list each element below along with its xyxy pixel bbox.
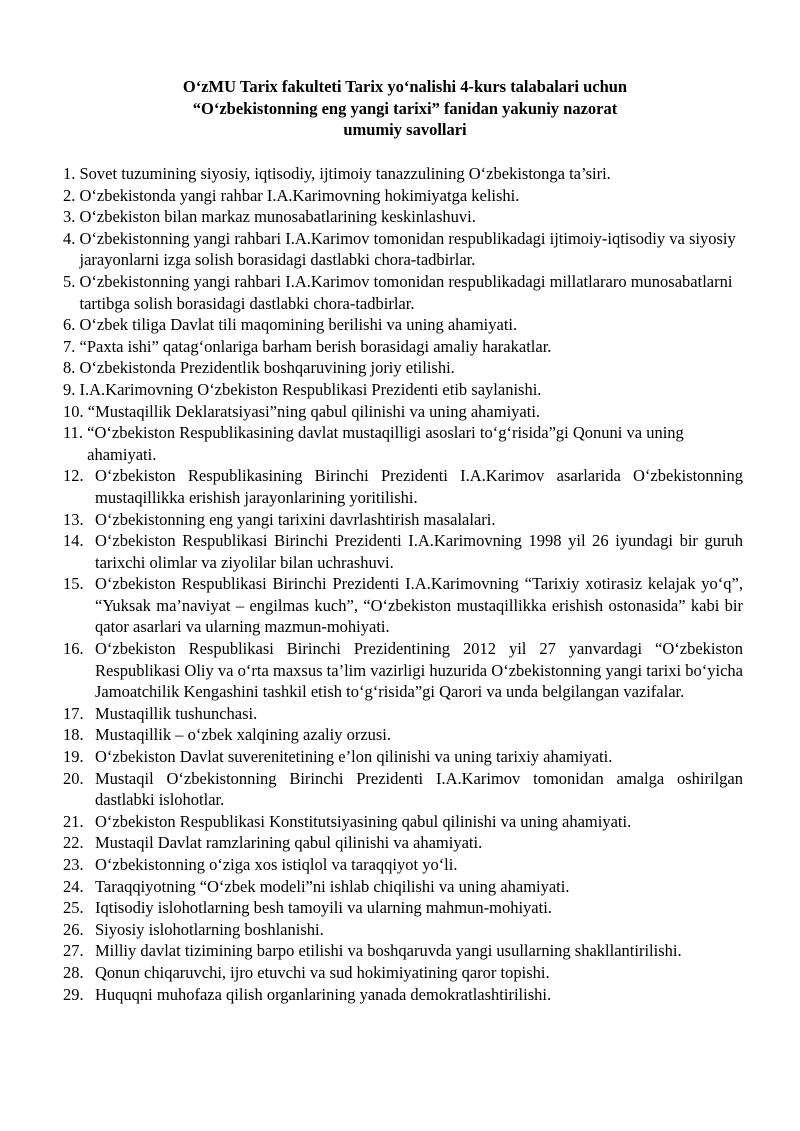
question-item (63, 984, 743, 1006)
title-line: umumiy savollari (343, 120, 467, 139)
question-number: 23. (63, 855, 88, 874)
question-number: 4. (63, 228, 80, 248)
question-number: 24. (63, 876, 88, 896)
question-number: 20. (63, 768, 88, 788)
question-item (63, 357, 743, 379)
question-item (63, 163, 743, 185)
question-item (63, 530, 743, 573)
question-item (63, 314, 743, 336)
question-number: 13. (63, 509, 88, 529)
question-number: 21. (63, 811, 88, 831)
question-number: 12. (63, 466, 88, 486)
question-text: O‘zbekistonda yangi rahbar I.A.Karimovning hokimiyatga kelishi. (79, 185, 520, 205)
question-number: 2. (63, 185, 80, 205)
question-text: O‘zbekistonning yangi rahbari I.A.Karimov tomonidan respublikadagi ijtimoiy-iqtisodiy va siyosiy jarayonlarni izga solish borasidagi dastlabki chora-tadbirlar. (79, 228, 736, 270)
question-item (63, 940, 743, 962)
question-text: O‘zbekiston Respublikasi Birinchi Prezidentining 2012 yil 27 yanvardagi “O‘zbekiston Respublikasi Oliy va o‘rta maxsus ta’lim vazirligi huzurida O‘zbekistonning yangi tarixi bo‘yicha Jamoatchilik Kengashini tashkil etish to‘g‘risida”gi Qarori va unda belgilangan vazifalar. (95, 639, 743, 702)
question-text: “Mustaqillik Deklaratsiyasi”ning qabul qilinishi va uning ahamiyati. (87, 401, 541, 421)
question-item (63, 185, 743, 207)
question-text: Mustaqillik – o‘zbek xalqining azaliy orzusi. (95, 725, 392, 745)
question-number: 1. (63, 164, 80, 183)
question-item (63, 573, 743, 638)
question-number: 16. (63, 639, 88, 659)
question-number: 19. (63, 747, 88, 767)
question-number: 26. (63, 919, 88, 939)
question-item (63, 724, 743, 746)
question-text: O‘zbekistonning eng yangi tarixini davrlashtirish masalalari. (95, 509, 496, 529)
question-text: Siyosiy islohotlarning boshlanishi. (95, 919, 324, 939)
question-number: 6. (63, 315, 80, 335)
question-number: 5. (63, 271, 80, 291)
question-text: O‘zbekiston Respublikasi Birinchi Prezidenti I.A.Karimovning “Tarixiy xotirasiz kelajak yo‘q”, “Yuksak ma’naviyat – engilmas kuch”, “O‘zbekiston mustaqillikka erishish ostonasida” kabi bir qator asarlari va ularning mazmun-mohiyati. (95, 574, 743, 637)
question-text: O‘zbekiston Respublikasi Konstitutsiyasining qabul qilinishi va uning ahamiyati. (95, 811, 632, 831)
question-item (63, 876, 743, 898)
question-item (63, 768, 743, 811)
question-item (63, 509, 743, 531)
question-text: Mustaqillik tushunchasi. (95, 703, 258, 723)
question-text: Mustaqil Davlat ramzlarining qabul qilinishi va ahamiyati. (95, 833, 483, 853)
question-item (63, 897, 743, 919)
question-number: 18. (63, 725, 88, 745)
question-item (63, 919, 743, 941)
question-text: O‘zbekiston Davlat suverenitetining e’lon qilinishi va uning tarixiy ahamiyati. (95, 747, 613, 767)
question-number: 29. (63, 984, 88, 1004)
question-item (63, 465, 743, 508)
question-number: 3. (63, 207, 80, 227)
question-item (63, 271, 743, 314)
title-line: “O‘zbekistonning eng yangi tarixi” fanidan yakuniy nazorat (192, 98, 618, 118)
question-text: I.A.Karimovning O‘zbekiston Respublikasi Prezidenti etib saylanishi. (79, 379, 542, 399)
question-item (63, 703, 743, 725)
question-number: 17. (63, 703, 88, 723)
question-item (63, 422, 743, 465)
question-text: Iqtisodiy islohotlarning besh tamoyili va ularning mahmun-mohiyati. (95, 898, 552, 918)
question-item (63, 379, 743, 401)
question-text: O‘zbekiston Respublikasining Birinchi Prezidenti I.A.Karimov asarlarida O‘zbekistonning mustaqillikka erishish jarayonlarining yoritilishi. (95, 466, 743, 507)
question-text: O‘zbekistonning yangi rahbari I.A.Karimov tomonidan respublikadagi millatlararo munosabatlarni tartibga solish borasidagi dastlabki chora-tadbirlar. (79, 271, 733, 313)
question-item (63, 336, 743, 358)
question-item (63, 832, 743, 854)
question-text: O‘zbekiston Respublikasi Birinchi Prezidenti I.A.Karimovning 1998 yil 26 iyundagi bir guruh tarixchi olimlar va ziyolilar bilan uchrashuvi. (95, 531, 743, 572)
question-text: “O‘zbekiston Respublikasining davlat mustaqilligi asoslari to‘g‘risida”gi Qonuni va uning ahamiyati. (87, 423, 684, 464)
question-text: O‘zbekistonning o‘ziga xos istiqlol va taraqqiyot yo‘li. (95, 855, 458, 874)
question-number: 27. (63, 941, 88, 961)
question-text: O‘zbekistonda Prezidentlik boshqaruvining joriy etilishi. (79, 358, 455, 378)
question-item (63, 401, 743, 423)
question-number: 25. (63, 898, 88, 918)
question-text: O‘zbek tiliga Davlat tili maqomining berilishi va uning ahamiyati. (79, 315, 518, 335)
question-item (63, 811, 743, 833)
question-text: Milliy davlat tizimining barpo etilishi va boshqaruvda yangi usullarning shakllantirilishi. (95, 941, 682, 961)
question-text: Mustaqil O‘zbekistonning Birinchi Prezidenti I.A.Karimov tomonidan amalga oshirilgan dastlabki islohotlar. (95, 768, 743, 810)
question-item (63, 228, 743, 271)
question-item (63, 854, 743, 876)
question-item (63, 638, 743, 703)
question-item (63, 746, 743, 768)
question-item (63, 206, 743, 228)
title-line: O‘zMU Tarix fakulteti Tarix yo‘nalishi 4-kurs talabalari uchun (182, 77, 628, 96)
question-number: 8. (63, 358, 80, 378)
question-number: 15. (63, 574, 88, 594)
question-list (63, 163, 743, 1005)
question-item (63, 962, 743, 984)
question-text: Sovet tuzumining siyosiy, iqtisodiy, ijtimoiy tanazzulining O‘zbekistonga ta’siri. (79, 164, 611, 183)
question-number: 11. (63, 423, 88, 443)
question-number: 7. (63, 336, 80, 356)
question-number: 14. (63, 531, 88, 551)
document-title (60, 76, 750, 141)
question-text: Taraqqiyotning “O‘zbek modeli”ni ishlab chiqilishi va uning ahamiyati. (95, 876, 570, 896)
question-number: 10. (63, 401, 88, 421)
question-text: Huquqni muhofaza qilish organlarining yanada demokratlashtirilishi. (95, 984, 552, 1004)
question-text: Qonun chiqaruvchi, ijro etuvchi va sud hokimiyatining qaror topishi. (95, 962, 550, 982)
question-text: “Paxta ishi” qatag‘onlariga barham berish borasidagi amaliy harakatlar. (79, 336, 552, 356)
question-number: 22. (63, 833, 88, 853)
question-number: 28. (63, 962, 88, 982)
question-number: 9. (63, 379, 80, 399)
question-text: O‘zbekiston bilan markaz munosabatlarining keskinlashuvi. (79, 207, 476, 227)
